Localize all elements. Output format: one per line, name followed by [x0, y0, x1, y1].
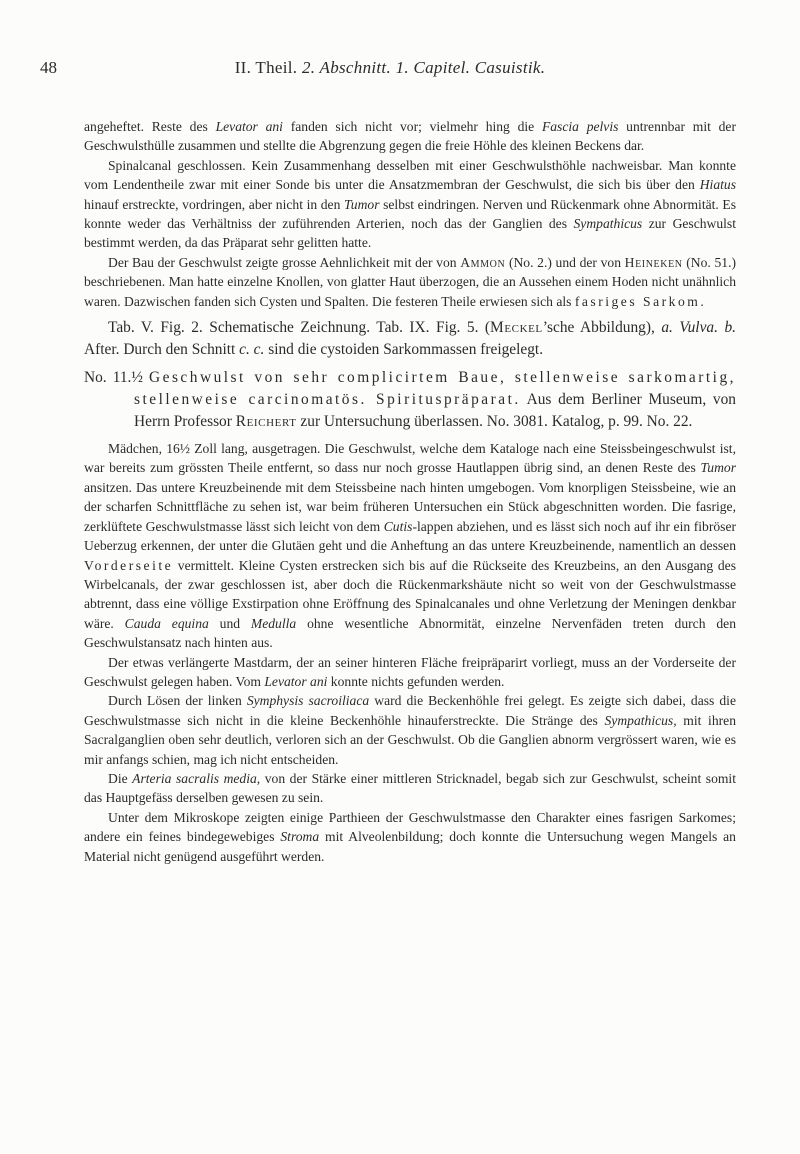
text-run: Mädchen, 16 — [108, 441, 180, 457]
text-run: Zoll lang, ausgetragen. Die Geschwulst, welche dem Kataloge nach eine Steissbeingeschwulst ist, war bereits zum grössten Theile entfernt, so dass nur noch grosse Hautlappen übrig sind, an denen Reste des — [84, 441, 736, 476]
text-run: konnte nichts gefunden werden. — [327, 673, 505, 689]
paragraph-arteria — [84, 769, 736, 808]
author-reichert: Reichert — [235, 413, 297, 431]
term-sympathicus: Sympathicus — [573, 216, 643, 232]
paragraph-symphysis — [84, 691, 736, 769]
paragraph-bau — [84, 253, 736, 311]
text-run: Unter dem Mikroskope zeigten einige Parthieen der Geschwulstmasse den Charakter eines fasrigen Sarkomes; andere ein feines bindegewebiges — [84, 809, 736, 845]
length-fraction: ½ — [179, 441, 190, 457]
text-run: Die — [108, 770, 133, 786]
header-topic: Casuistik. — [474, 58, 546, 77]
term-hiatus: Hiatus — [699, 177, 736, 193]
text-run: Der Bau der Geschwulst zeigte grosse Aehnlichkeit mit der von — [108, 254, 461, 270]
text-run: vermittelt. Kleine Cysten erstrecken sich bis auf die Rückseite des Kreuzbeins, an den Ausgang des Wirbelcanals, der zwar geschlossen ist, aber doch die Rückenmarkshäute nicht so weit von der Geschwulstmasse abtrennt, dass eine völlige Exstirpation ohne Eröffnung des Spinalcanales und ohne Verletzung der Meningen denkbar wäre. — [84, 557, 736, 631]
text-run: und — [208, 615, 251, 631]
term-vorderseite: Vorderseite — [84, 557, 174, 573]
text-run: Aus dem Berliner Museum, von Herrn Professor — [134, 391, 736, 431]
text-run: ward die Beckenhöhle frei gelegt. Es zeigte sich dabei, dass die Geschwulstmasse sich nicht in die kleine Beckenhöhle hinauferstreckte. Die Stränge des — [84, 693, 736, 728]
text-run: fanden sich nicht vor; vielmehr hing die — [282, 119, 542, 134]
page-body — [84, 117, 736, 866]
paragraph-maedchen — [84, 439, 736, 652]
paragraph-mastdarm — [84, 653, 736, 692]
text-run: untrennbar mit der Geschwulsthülle zusammen und stellte die Abgrenzung gegen die freie Höhle des kleinen Beckens dar. — [84, 119, 736, 154]
term-sympathicus: Sympathicus, — [604, 712, 677, 728]
text-run: mit ihren Sacralganglien oben sehr deutlich, verloren sich an der Geschwulst. Ob die Ganglien abnorm vergrössert waren, wie es mir anfangs schien, mag ich nicht entscheiden. — [84, 712, 736, 767]
running-header — [40, 58, 740, 82]
running-title — [40, 58, 740, 78]
specimen-description: Geschwulst von sehr complicirtem Baue, stellenweise sarkomartig, stellenweise carcinomatös. Spirituspräparat. — [134, 369, 736, 409]
paragraph-levator — [84, 117, 736, 156]
text-run: ’sche Abbildung), — [542, 319, 662, 337]
text-run: ansitzen. Das untere Kreuzbeinende mit dem Steissbeine nach hinten umgebogen. Vom knorpligen Steissbeine, wie an der scharfen Schnittfläche zu sehen ist, war beim früheren Untersuchen ein Stück abgeschnitten worden. Die fasrige, zerklüftete Geschwulstmasse lässt sich leicht von dem — [84, 479, 736, 534]
term-arteria-sacralis-media: Arteria sacralis media, — [132, 770, 261, 786]
text-run: von der Stärke einer mittleren Stricknadel, begab sich zur Geschwulst, scheint somit das Hauptgefäss derselben gewesen zu sein. — [84, 770, 736, 806]
term-tumor: Tumor — [343, 196, 380, 212]
text-run: zur Untersuchung überlassen. No. 3081. Katalog, p. 99. No. 22. — [296, 413, 693, 431]
text-run: . — [700, 293, 704, 309]
author-heineken: Heineken — [624, 254, 683, 270]
specimen-number: No. 11. — [84, 369, 132, 387]
text-run: Spinalcanal geschlossen. Kein Zusammenhang desselben mit einer Geschwulsthöhle nachweisbar. Man konnte vom Lendentheile zwar mit einer Sonde bis unter die Ansatzmembran der Geschwulst, die sich bis über den — [84, 157, 736, 193]
text-run: (No. 2.) und der von — [505, 254, 625, 270]
page-number: 48 — [40, 58, 57, 77]
paragraph-mikroskop — [84, 808, 736, 866]
header-section: 2. Abschnitt. — [301, 58, 391, 77]
term-medulla: Medulla — [250, 615, 297, 631]
text-run: (No. 51.) beschriebenen. Man hatte einzelne Knollen, von glatter Haut überzogen, die an Aussehen einem Hoden nicht unähnlich waren. Dazwischen fanden sich Cysten und Spalten. Die festeren Theile erwiesen sich als — [84, 254, 736, 309]
term-fascia-pelvis: Fascia pelvis — [541, 119, 619, 134]
term-cauda-equina: Cauda equina — [124, 615, 209, 631]
text-run: zur Geschwulst bestimmt werden, da das Präparat sehr gelitten hatte. — [84, 216, 736, 251]
text-run: selbst eindringen. Nerven und Rückenmark ohne Abnormität. Es konnte weder das Verhältniss der zuführenden Arterien, noch das der Ganglien des — [84, 196, 736, 232]
text-run: After. Durch den Schnitt — [84, 341, 240, 359]
text-run: mit Alveolenbildung; doch konnte die Untersuchung wegen Mangels an Material nicht genügend ausgeführt werden. — [84, 829, 736, 864]
header-chapter: 1. Capitel. — [395, 58, 471, 77]
term-fasriges-sarkom: fasriges Sarkom — [574, 293, 701, 309]
text-run: Tab. V. Fig. 2. Schematische Zeichnung. Tab. IX. Fig. 5. ( — [108, 319, 491, 337]
term-tumor: Tumor — [700, 460, 736, 476]
text-run: Der etwas verlängerte Mastdarm, der an seiner hinteren Fläche freipräparirt vorliegt, muss an der Vorderseite der Geschwulst gelegen haben. Vom — [84, 654, 736, 689]
text-run: angeheftet. Reste des — [84, 119, 216, 134]
figure-caption — [84, 317, 736, 361]
author-ammon: Ammon — [460, 254, 506, 270]
text-run: -lappen abziehen, und es lässt sich noch auf ihr ein fibröser Ueberzug erkennen, der unter die Glutäen geht und die Anheftung an das untere Kreuzbeinende, namentlich an dessen — [84, 518, 736, 554]
text-run: ohne wesentliche Abnormität, einzelne Nervenfäden treten durch den Geschwulstansatz nach hinten aus. — [84, 615, 736, 651]
figure-labels-a-b: a. Vulva. b. — [661, 319, 736, 337]
specimen-fraction: ½ — [131, 369, 143, 387]
term-stroma: Stroma — [280, 829, 320, 845]
text-run: hinauf erstreckte, vordringen, aber nicht in den — [84, 196, 344, 212]
text-run: sind die cystoiden Sarkommassen freigelegt. — [264, 341, 544, 359]
term-levator-ani: Levator ani — [264, 673, 328, 689]
author-meckel: Meckel — [490, 319, 543, 337]
header-part: II. Theil. — [234, 58, 298, 77]
figure-labels-c: c. c. — [239, 341, 265, 359]
term-levator-ani: Levator ani — [215, 119, 283, 134]
specimen-heading — [84, 367, 736, 433]
paragraph-spinalcanal — [84, 156, 736, 253]
term-cutis: Cutis — [383, 518, 413, 534]
text-run: Durch Lösen der linken — [108, 693, 247, 709]
term-symphysis-sacroiliaca: Symphysis sacroiliaca — [246, 693, 370, 709]
